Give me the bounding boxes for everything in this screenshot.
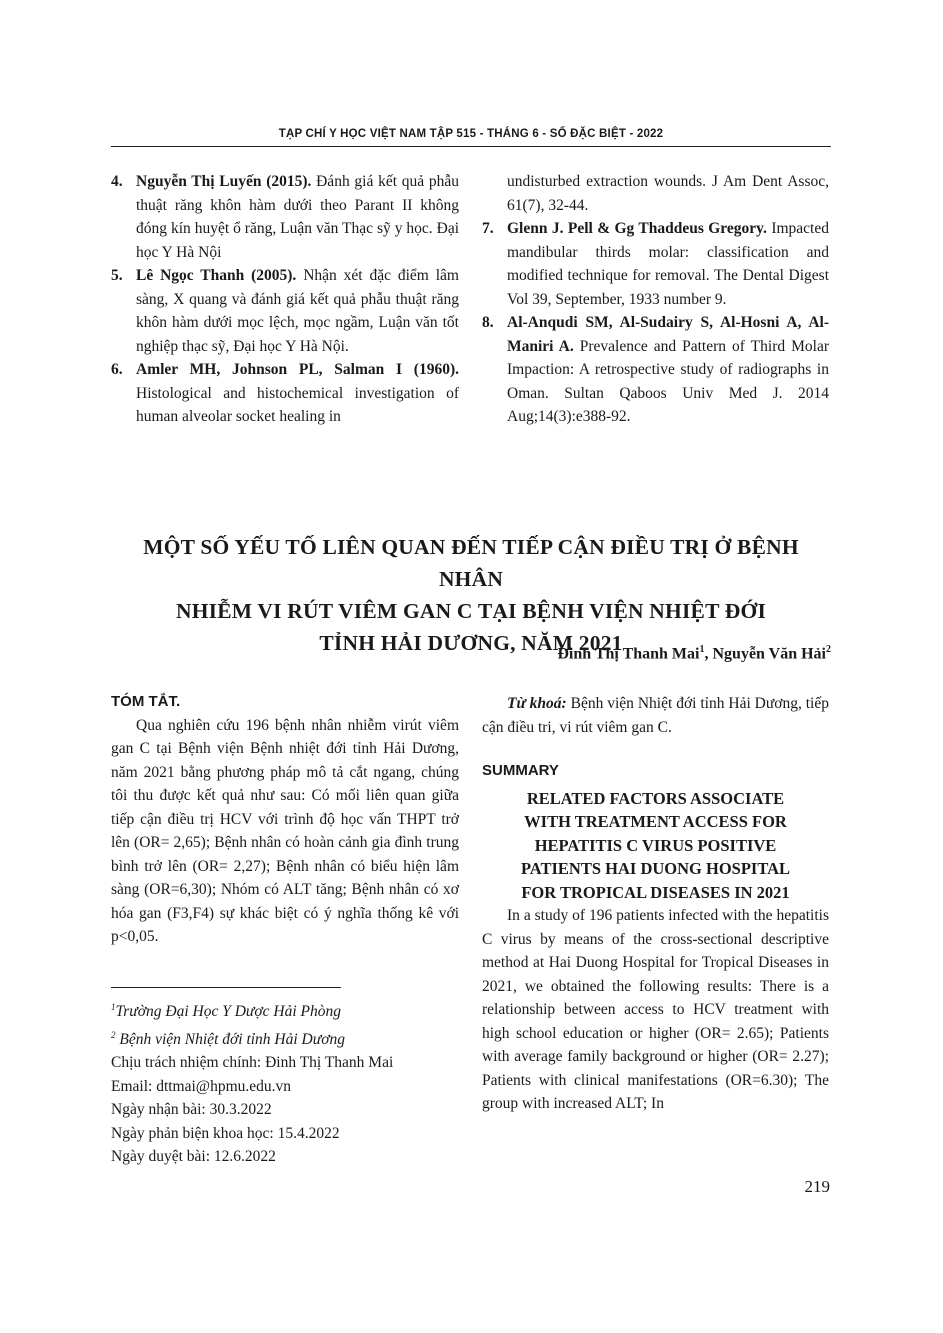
contact-email: Email: dttmai@hpmu.edu.vn bbox=[111, 1077, 292, 1095]
affiliation-1 bbox=[111, 996, 459, 1024]
reference-item bbox=[111, 264, 459, 358]
abstract-vi bbox=[111, 690, 459, 949]
reference-item bbox=[482, 311, 829, 429]
reference-authors: Lê Ngọc Thanh (2005). bbox=[136, 267, 297, 284]
title-line: NHIỄM VI RÚT VIÊM GAN C TẠI BỆNH VIỆN NHIỆT ĐỚI bbox=[175, 599, 767, 623]
references-right bbox=[482, 170, 829, 429]
reference-text: undisturbed extraction wounds. J Am Dent Assoc, 61(7), 32-44. bbox=[507, 173, 829, 214]
responsible-author: Chịu trách nhiệm chính: Đinh Thị Thanh Mai bbox=[111, 1054, 394, 1072]
abstract-body: Qua nghiên cứu 196 bệnh nhân nhiễm virút viêm gan C tại Bệnh viện Bệnh nhiệt đới tỉnh Hải Dương, năm 2021 bằng phương pháp mô tả cắt ngang, chúng tôi thu được kết quả như sau: Có mối liên quan giữa tiếp cận điều trị HCV với trình độ học vấn THPT trở lên (OR= 2,65); Bệnh nhân có hoàn cảnh gia đình trung bình trở lên (OR= 2,27); Bệnh nhân có biểu hiện lâm sàng (OR=6,30); Nhóm có ALT tăng; Bệnh nhân có xơ hóa gan (F3,F4) sự khác biệt có ý nghĩa thống kê với p<0,05. bbox=[111, 716, 459, 945]
footnote-rule bbox=[111, 987, 341, 988]
page-number: 219 bbox=[804, 1177, 830, 1196]
affiliation-mark: 1 bbox=[111, 1002, 116, 1012]
reference-text: Histological and histochemical investigation of human alveolar socket healing in bbox=[136, 384, 459, 425]
reference-number: 7. bbox=[482, 220, 494, 237]
reference-item bbox=[111, 170, 459, 264]
summary-title bbox=[482, 787, 829, 905]
affiliation-text: Trường Đại Học Y Dược Hải Phòng bbox=[115, 1003, 341, 1021]
references-left bbox=[111, 170, 459, 429]
affiliation-2 bbox=[111, 1024, 459, 1052]
author-list bbox=[450, 644, 831, 663]
abstract-heading: TÓM TẮT. bbox=[111, 693, 181, 710]
header-rule bbox=[111, 146, 831, 147]
reference-authors: Al-Anqudi SM, Al-Sudairy S, Al-Hosni A, Al-Maniri A. bbox=[507, 314, 829, 355]
reference-item bbox=[482, 217, 829, 311]
reference-number: 8. bbox=[482, 314, 494, 331]
date-reviewed: Ngày phản biện khoa học: 15.4.2022 bbox=[111, 1124, 340, 1142]
summary-title-line: FOR TROPICAL DISEASES IN 2021 bbox=[521, 882, 790, 902]
reference-text: Đánh giá kết quả phẫu thuật răng khôn hàm dưới theo Parant II không đóng kín huyệt ổ răng, Luận văn Thạc sỹ y học. Đại học Y Hà Nội bbox=[136, 173, 459, 261]
journal-header: TẠP CHÍ Y HỌC VIỆT NAM TẬP 515 - THÁNG 6 - SỐ ĐẶC BIỆT - 2022 bbox=[278, 128, 664, 140]
reference-text: Nhận xét đặc điểm lâm sàng, X quang và đánh giá kết quả phẫu thuật răng khôn hàm dưới mọc lệch, mọc ngầm, Luận văn tốt nghiệp thạc sỹ, Đại học Y Hà Nội. bbox=[136, 267, 459, 355]
date-received: Ngày nhận bài: 30.3.2022 bbox=[111, 1101, 272, 1119]
reference-number: 4. bbox=[111, 173, 123, 190]
reference-authors: Amler MH, Johnson PL, Salman I (1960). bbox=[136, 361, 459, 378]
reference-item bbox=[111, 358, 459, 429]
article-title bbox=[111, 531, 831, 659]
summary-heading: SUMMARY bbox=[482, 762, 559, 779]
author-name: Đinh Thị Thanh Mai bbox=[557, 645, 700, 663]
affiliation-mark: 2 bbox=[111, 1029, 116, 1040]
reference-continuation bbox=[482, 170, 829, 217]
abstract-right-column bbox=[482, 692, 829, 1116]
footnotes bbox=[111, 996, 459, 1169]
summary-title-line: PATIENTS HAI DUONG HOSPITAL bbox=[520, 859, 791, 878]
reference-authors: Nguyễn Thị Luyến (2015). bbox=[136, 173, 312, 190]
reference-text: Impacted mandibular thirds molar: classification and modified technique for removal. The Dental Digest Vol 39, September, 1933 number 9. bbox=[507, 220, 829, 308]
keywords-label: Từ khoá: bbox=[507, 695, 567, 712]
date-approved: Ngày duyệt bài: 12.6.2022 bbox=[111, 1148, 276, 1166]
reference-text: Prevalence and Pattern of Third Molar Impaction: A retrospective study of radiographs in Oman. Sultan Qaboos Univ Med J. 2014 Aug;14(3):e388-92. bbox=[507, 337, 829, 425]
reference-authors: Glenn J. Pell & Gg Thaddeus Gregory. bbox=[507, 220, 767, 237]
author-affiliation-mark: 2 bbox=[826, 644, 831, 655]
keywords-text: Bệnh viện Nhiệt đới tỉnh Hải Dương, tiếp cận điều tri, vi rút viêm gan C. bbox=[482, 695, 829, 736]
author-name: Nguyễn Văn Hải bbox=[712, 645, 826, 663]
author-affiliation-mark: 1 bbox=[699, 644, 705, 655]
summary-title-line: RELATED FACTORS ASSOCIATE bbox=[526, 788, 785, 808]
affiliation-text: Bệnh viện Nhiệt đới tỉnh Hải Dương bbox=[115, 1030, 345, 1048]
summary-title-line: HEPATITIS C VIRUS POSITIVE bbox=[534, 835, 777, 855]
summary-title-line: WITH TREATMENT ACCESS FOR bbox=[524, 812, 787, 831]
title-line: TỈNH HẢI DƯƠNG, NĂM 2021 bbox=[319, 631, 623, 655]
reference-number: 6. bbox=[111, 361, 123, 378]
title-line: MỘT SỐ YẾU TỐ LIÊN QUAN ĐẾN TIẾP CẬN ĐIỀU TRỊ Ở BỆNH NHÂN bbox=[143, 535, 799, 591]
keywords bbox=[482, 692, 829, 739]
reference-number: 5. bbox=[111, 267, 123, 284]
summary-body: In a study of 196 patients infected with the hepatitis C virus by means of the cross-sectional descriptive method at Hai Duong Hospital for Tropical Diseases in 2021, we obtained the following results: There is a relationship between access to HCV treatment with high school education or higher (OR= 2.65); Patients with average family background or higher (OR= 2.27); Patients with clinical manifestations (OR=6.30); The group with increased ALT; In bbox=[482, 907, 829, 1112]
author-separator: , bbox=[704, 645, 713, 663]
